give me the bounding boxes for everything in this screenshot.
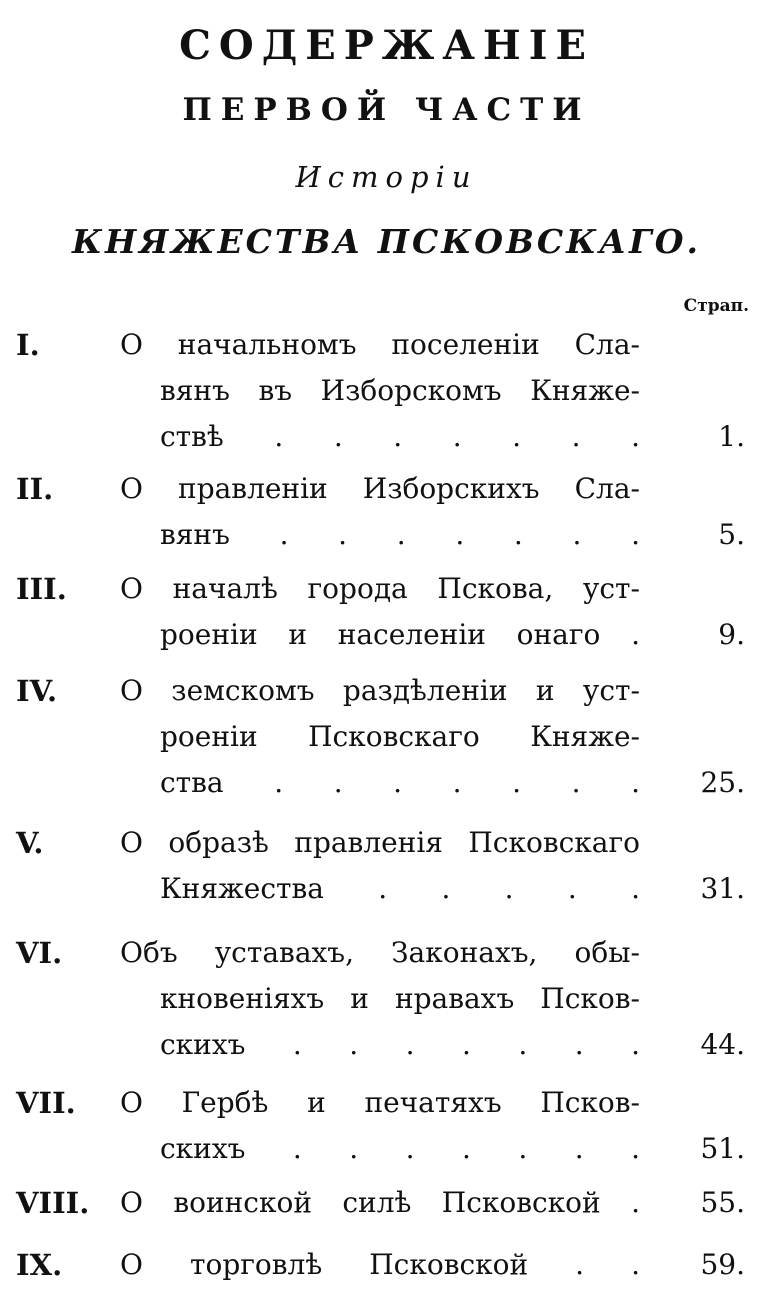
entry-page-number: 44.: [700, 1028, 745, 1061]
entry-numeral: VIII.: [16, 1186, 90, 1220]
page-column-label: Страп.: [683, 296, 749, 316]
entry-numeral: V.: [16, 826, 44, 860]
entry-line: роенiи Псковскаго Княже-: [160, 720, 640, 753]
entry-page-number: 25.: [700, 766, 745, 799]
entry-line: О образѣ правленiя Псковскаго: [120, 826, 640, 859]
entry-line: О начальномъ поселенiи Сла-: [120, 328, 640, 361]
entry-line: Княжества . . . . .: [160, 872, 640, 905]
entry-line: Объ уставахъ, Законахъ, обы-: [120, 936, 640, 969]
toc-principality: КНЯЖЕСТВА ПСКОВСКАГО.: [71, 222, 702, 261]
entry-line: О правленiи Изборскихъ Сла-: [120, 472, 640, 505]
entry-line: О торговлѣ Псковской . .: [120, 1248, 640, 1281]
entry-numeral: IX.: [16, 1248, 63, 1282]
entry-line: скихъ . . . . . . .: [160, 1132, 640, 1165]
entry-numeral: III.: [16, 572, 67, 606]
entry-numeral: IV.: [16, 674, 58, 708]
entry-line: скихъ . . . . . . .: [160, 1028, 640, 1061]
entry-page-number: 55.: [700, 1186, 745, 1219]
entry-numeral: VI.: [16, 936, 63, 970]
entry-page-number: 1.: [718, 420, 745, 453]
toc-title: СОДЕРЖАНIЕ: [179, 22, 594, 69]
entry-page-number: 51.: [700, 1132, 745, 1165]
entry-numeral: VII.: [16, 1086, 76, 1120]
entry-line: ствѣ . . . . . . .: [160, 420, 640, 453]
entry-line: О началѣ города Пскова, уст-: [120, 572, 640, 605]
entry-line: вянъ . . . . . . .: [160, 518, 640, 551]
entry-line: ства . . . . . . .: [160, 766, 640, 799]
entry-numeral: I.: [16, 328, 40, 362]
toc-part: ПЕРВОЙ ЧАСТИ: [182, 92, 591, 128]
entry-page-number: 5.: [718, 518, 745, 551]
entry-numeral: II.: [16, 472, 54, 506]
entry-line: роенiи и населенiи онаго .: [160, 618, 640, 651]
entry-line: вянъ въ Изборскомъ Княже-: [160, 374, 640, 407]
entry-page-number: 9.: [718, 618, 745, 651]
entry-line: кновенiяхъ и нравахъ Псков-: [160, 982, 640, 1015]
toc-history: Исторiи: [295, 160, 478, 194]
entry-page-number: 31.: [700, 872, 745, 905]
entry-line: О воинской силѣ Псковской .: [120, 1186, 640, 1219]
entry-line: О земскомъ раздѣленiи и уст-: [120, 674, 640, 707]
entry-page-number: 59.: [700, 1248, 745, 1281]
entry-line: О Гербѣ и печатяхъ Псков-: [120, 1086, 640, 1119]
